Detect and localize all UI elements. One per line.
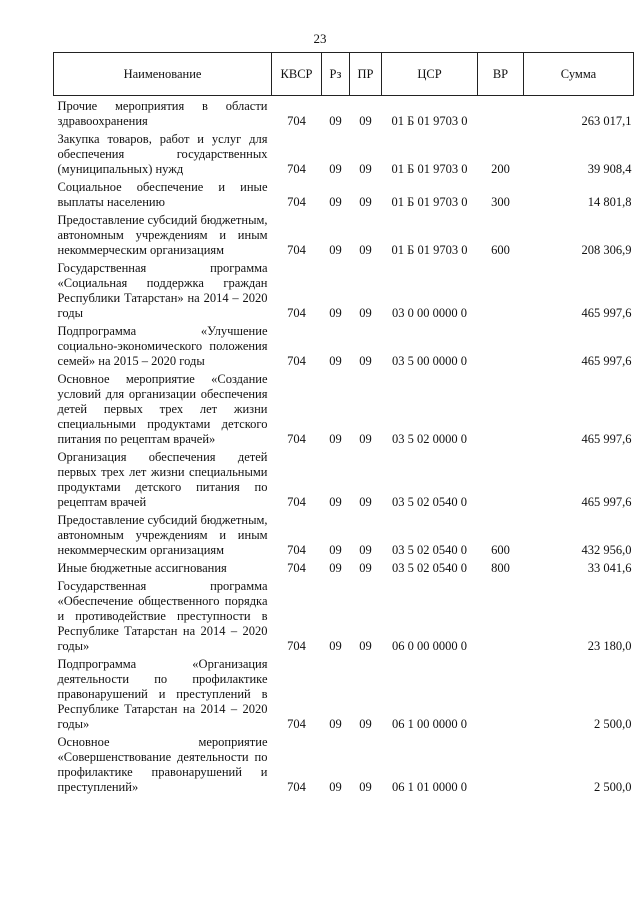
row-vr — [478, 321, 524, 369]
row-sum: 14 801,8 — [587, 195, 632, 209]
row-sum: 465 997,6 — [581, 354, 632, 368]
row-sum: 33 041,6 — [587, 561, 632, 575]
table-row — [54, 258, 634, 321]
row-rz: 09 — [329, 495, 342, 509]
row-pr: 09 — [359, 717, 372, 731]
row-csr: 01 Б 01 9703 0 — [391, 195, 468, 209]
row-sum: 2 500,0 — [594, 780, 632, 794]
row-rz: 09 — [329, 432, 342, 446]
table-row — [54, 96, 634, 130]
row-kvsr: 704 — [287, 114, 306, 128]
row-csr: 03 5 02 0540 0 — [392, 561, 467, 575]
row-name: Организация обеспечения детей первых трех лет жизни специальными продуктами детского питания по рецептам врачей — [57, 450, 268, 509]
row-vr — [478, 369, 524, 447]
row-pr: 09 — [359, 495, 372, 509]
row-kvsr: 704 — [287, 780, 306, 794]
row-csr: 01 Б 01 9703 0 — [391, 114, 468, 128]
row-name: Основное мероприятие «Создание условий для организации обеспечения детей первых трех лет жизни специальными продуктами детского питания по рецептам врачей» — [57, 372, 268, 446]
row-name: Государственная программа «Обеспечение общественного порядка и противодействие преступности в Республике Татарстан на 2014 – 2020 годы» — [57, 579, 268, 653]
row-csr: 03 5 02 0000 0 — [392, 432, 467, 446]
row-sum: 263 017,1 — [581, 114, 632, 128]
header-csr: ЦСР — [382, 53, 478, 96]
row-rz: 09 — [329, 162, 342, 176]
row-csr: 06 0 00 0000 0 — [392, 639, 467, 653]
table-row — [54, 210, 634, 258]
header-sum: Сумма — [524, 53, 634, 96]
row-name: Закупка товаров, работ и услуг для обеспечения государственных (муниципальных) нужд — [57, 132, 268, 176]
table-row — [54, 558, 634, 576]
row-kvsr: 704 — [287, 162, 306, 176]
row-sum: 23 180,0 — [587, 639, 632, 653]
row-csr: 01 Б 01 9703 0 — [391, 243, 468, 257]
row-name: Подпрограмма «Улучшение социально-экономического положения семей» на 2015 – 2020 годы — [57, 324, 268, 368]
row-pr: 09 — [359, 114, 372, 128]
row-sum: 465 997,6 — [581, 306, 632, 320]
row-rz: 09 — [329, 780, 342, 794]
row-vr: 600 — [491, 543, 510, 557]
row-pr: 09 — [359, 639, 372, 653]
row-vr: 600 — [491, 243, 510, 257]
row-name: Иные бюджетные ассигнования — [57, 561, 227, 575]
table-row — [54, 129, 634, 177]
row-pr: 09 — [359, 195, 372, 209]
row-csr: 03 5 02 0540 0 — [392, 543, 467, 557]
header-vr: ВР — [478, 53, 524, 96]
row-pr: 09 — [359, 561, 372, 575]
table-body — [54, 96, 634, 796]
row-vr — [478, 96, 524, 130]
table-row — [54, 177, 634, 210]
row-rz: 09 — [329, 195, 342, 209]
row-pr: 09 — [359, 432, 372, 446]
table-header — [54, 53, 634, 96]
table-row — [54, 576, 634, 654]
row-sum: 465 997,6 — [581, 432, 632, 446]
row-csr: 06 1 00 0000 0 — [392, 717, 467, 731]
row-csr: 03 0 00 0000 0 — [392, 306, 467, 320]
row-name: Предоставление субсидий бюджетным, автономным учреждениям и иным некоммерческим организациям — [57, 513, 268, 557]
row-name: Государственная программа «Социальная поддержка граждан Республики Татарстан» на 2014 – 2020 годы — [57, 261, 268, 320]
row-sum: 465 997,6 — [581, 495, 632, 509]
row-name: Социальное обеспечение и иные выплаты населению — [57, 180, 268, 209]
row-kvsr: 704 — [287, 639, 306, 653]
row-pr: 09 — [359, 306, 372, 320]
row-sum: 39 908,4 — [587, 162, 632, 176]
budget-table — [53, 52, 634, 795]
row-sum: 432 956,0 — [581, 543, 632, 557]
row-vr — [478, 576, 524, 654]
row-pr: 09 — [359, 780, 372, 794]
row-vr — [478, 447, 524, 510]
row-csr: 06 1 01 0000 0 — [392, 780, 467, 794]
row-vr: 200 — [491, 162, 510, 176]
table-row — [54, 321, 634, 369]
row-rz: 09 — [329, 639, 342, 653]
row-pr: 09 — [359, 354, 372, 368]
table-row — [54, 369, 634, 447]
row-name: Подпрограмма «Организация деятельности по профилактике правонарушений и преступлений в Республике Татарстан на 2014 – 2020 годы» — [57, 657, 268, 731]
row-vr: 300 — [491, 195, 510, 209]
header-kvsr: КВСР — [272, 53, 322, 96]
table-row — [54, 510, 634, 558]
row-name: Предоставление субсидий бюджетным, автономным учреждениям и иным некоммерческим организациям — [57, 213, 268, 257]
table-row — [54, 447, 634, 510]
row-rz: 09 — [329, 306, 342, 320]
row-kvsr: 704 — [287, 306, 306, 320]
row-kvsr: 704 — [287, 195, 306, 209]
row-kvsr: 704 — [287, 432, 306, 446]
row-rz: 09 — [329, 543, 342, 557]
row-vr — [478, 732, 524, 795]
row-name: Прочие мероприятия в области здравоохранения — [57, 99, 268, 128]
row-rz: 09 — [329, 114, 342, 128]
row-rz: 09 — [329, 561, 342, 575]
row-kvsr: 704 — [287, 543, 306, 557]
header-rz: Рз — [322, 53, 350, 96]
row-name: Основное мероприятие «Совершенствование деятельности по профилактике правонарушений и преступлений» — [57, 735, 268, 794]
table-row — [54, 732, 634, 795]
row-csr: 03 5 02 0540 0 — [392, 495, 467, 509]
header-pr: ПР — [350, 53, 382, 96]
row-rz: 09 — [329, 354, 342, 368]
row-pr: 09 — [359, 543, 372, 557]
row-kvsr: 704 — [287, 495, 306, 509]
row-kvsr: 704 — [287, 243, 306, 257]
row-pr: 09 — [359, 243, 372, 257]
row-vr: 800 — [491, 561, 510, 575]
table-row — [54, 654, 634, 732]
row-rz: 09 — [329, 243, 342, 257]
row-kvsr: 704 — [287, 354, 306, 368]
row-kvsr: 704 — [287, 717, 306, 731]
row-kvsr: 704 — [287, 561, 306, 575]
row-vr — [478, 258, 524, 321]
page-number: 23 — [313, 31, 327, 46]
row-vr — [478, 654, 524, 732]
row-sum: 208 306,9 — [581, 243, 632, 257]
row-rz: 09 — [329, 717, 342, 731]
header-name: Наименование — [54, 53, 272, 96]
row-sum: 2 500,0 — [594, 717, 632, 731]
row-pr: 09 — [359, 162, 372, 176]
row-csr: 03 5 00 0000 0 — [392, 354, 467, 368]
row-csr: 01 Б 01 9703 0 — [391, 162, 468, 176]
